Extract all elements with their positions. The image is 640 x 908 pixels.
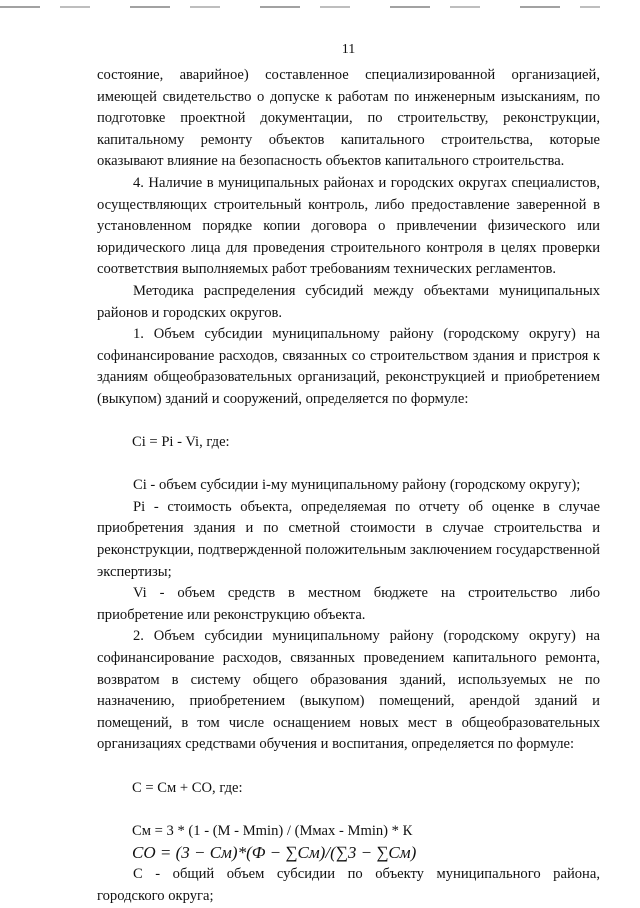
paragraph-item-4: 4. Наличие в муниципальных районах и городских округах специалистов, осуществляющих строительный контроль, либо предоставление заверенной в установленном порядке копии договора о привлечении физического или юридического лица для проведения строительного контроля в целях проверки соответствия выполняемых работ требованиям технических регламентов. <box>97 174 600 278</box>
definition-pi: Pi - стоимость объекта, определяемая по отчету об оценке в случае приобретения здания и по сметной стоимости в случае строительства и реконструкции, подтвержденной положительным заключением государственной экспертизы; <box>97 498 600 580</box>
definition-vi: Vi - объем средств в местном бюджете на строительство либо приобретение или реконструкцию объекта. <box>97 585 600 623</box>
formula-c: С = См + СО, где: <box>132 779 243 796</box>
paragraph-methodology-title: Методика распределения субсидий между объектами муниципальных районов и городских округов. <box>97 282 600 321</box>
paragraph-item-2: 2. Объем субсидии муниципальному району (городскому округу) на софинансирование расходов, связанных проведением капитального ремонта, возвратом в систему общего образования зданий, используемых не по назначению, приобретением (выкупом) помещений, арендой зданий и помещений, в том числе оснащением новых мест в общеобразовательных организациях средствами обучения и воспитания, определяется по формуле: <box>97 628 600 753</box>
formula-cm: См = 3 * (1 - (М - Mmin) / (Ммах - Mmin) * К <box>132 822 413 839</box>
formula-ci: Ci = Pi - Vi, где: <box>132 434 230 451</box>
paragraph-item-1: 1. Объем субсидии муниципальному району (городскому округу) на софинансирование расходов, связанных со строительством здания и пристроя к зданиям общеобразовательных организаций, реконструкцией и приобретением (выкупом) зданий и сооружений, определяется по формуле: <box>97 326 600 407</box>
definition-ci: Ci - объем субсидии i-му муниципальному району (городскому округу); <box>133 477 581 494</box>
scan-artifact-line <box>0 6 600 8</box>
paragraph-condition-report: состояние, аварийное) составленное специализированной организацией, имеющей свидетельство о допуске к работам по инженерным изысканиям, по подготовке проектной документации, по строительству, реконструкции, капитальному ремонту объектов капитального строительства, которые оказывают влияние на безопасность объектов капитального строительства. <box>97 67 600 170</box>
document-body <box>97 65 600 908</box>
page-number: 11 <box>341 42 356 57</box>
definition-c: С - общий объем субсидии по объекту муниципального района, городского округа; <box>97 866 600 904</box>
formula-co: СО = (3 − См)*(Ф − ∑См)/(∑3 − ∑См) <box>132 843 417 863</box>
